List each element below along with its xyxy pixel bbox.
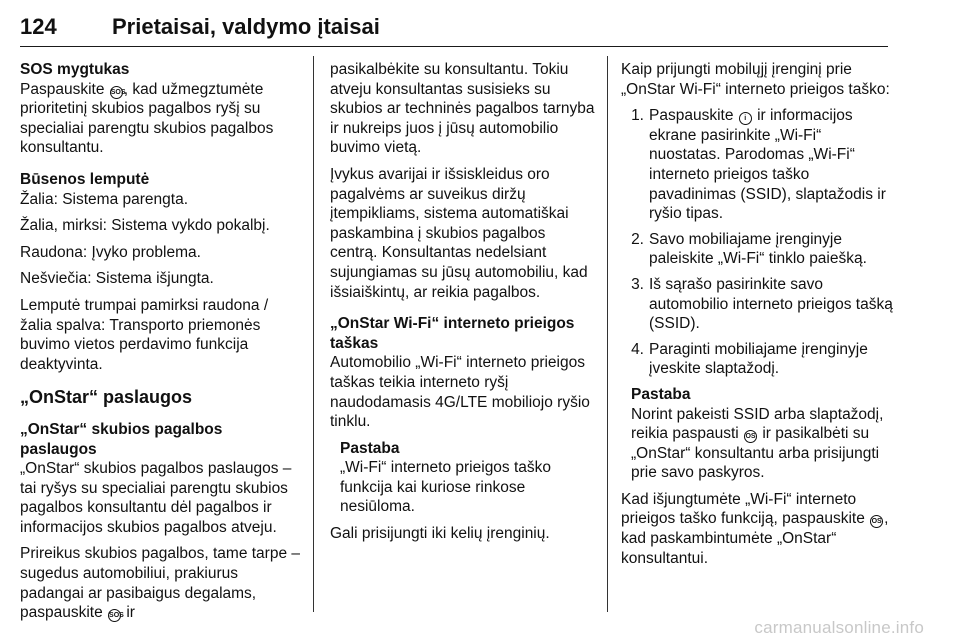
status-green: Žalia: Sistema parengta.	[20, 190, 189, 208]
column-1	[20, 60, 302, 630]
list-item: 3. Iš sąrašo pasirinkite savo automobilio interneto prieigos tašką (SSID).	[631, 275, 893, 333]
note-text: Norint pakeisti SSID arba slaptažodį, reikia paspausti OS ir pasikalbėti su „OnStar“ konsultantu arba prisijungti prie savo paskyros.	[631, 405, 884, 482]
column-2	[330, 60, 596, 551]
column2-paragraph-1: pasikalbėkite su konsultantu. Tokiu atveju konsultantas susisieks su skubios ar techninės pagalbos tarnyba ir nukreips juos į jūsų automobilio buvimo vietą.	[330, 61, 595, 157]
list-item: 1. Paspauskite i ir informacijos ekrane pasirinkite „Wi-Fi“ nuostatas. Parodomas „Wi-Fi“ interneto prieigos taško pavadinimas (SSID), slaptažodis ir ryšio tipas.	[631, 107, 886, 223]
sos-button-icon: SOS	[110, 86, 123, 99]
sos-heading: SOS mygtukas	[20, 61, 130, 78]
column-3	[621, 60, 893, 575]
watermark: carmanualsonline.info	[754, 618, 924, 637]
list-item: 2. Savo mobiliajame įrenginyje paleiskite „Wi-Fi“ tinklo paiešką.	[631, 230, 867, 268]
status-off: Nešviečia: Sistema išjungta.	[20, 270, 214, 288]
note-text: „Wi-Fi“ interneto prieigos taško funkcija kai kuriose rinkose nesiūloma.	[340, 459, 552, 516]
column-divider	[607, 56, 608, 612]
emergency-heading: „OnStar“ skubios pagalbos paslaugos	[20, 420, 223, 458]
emergency-paragraph-2: Prireikus skubios pagalbos, tame tarpe – sugedus automobiliui, prakiurus padangai ar pasibaigus degalams, paspauskite SOS ir	[20, 545, 301, 622]
column3-final-paragraph: Kad išjungtumėte „Wi-Fi“ interneto prieigos taško funkciją, paspauskite OS , kad paskambintumėte „OnStar“ konsultantui.	[621, 490, 889, 567]
column2-paragraph-2: Įvykus avarijai ir išsiskleidus oro pagalvėms ar suveikus diržų įtempikliams, sistema automatiškai paskambina į skubios pagalbos centrą. Konsultantas nedelsiant sujungiamas su jūsų automobiliu, kad išsiaiškintų, ar reikia pagalbos.	[330, 165, 588, 301]
column3-intro: Kaip prijungti mobilųjį įrenginį prie „OnStar Wi-Fi“ interneto prieigos taško:	[621, 61, 890, 98]
status-green-blink: Žalia, mirksi: Sistema vykdo pokalbį.	[20, 217, 270, 235]
status-heading: Būsenos lemputė	[20, 170, 150, 188]
wifi-heading: „OnStar Wi-Fi“ interneto prieigos taškas	[330, 315, 575, 352]
page-header	[20, 8, 888, 47]
column-divider	[313, 56, 314, 612]
note-heading: Pastaba	[631, 385, 691, 403]
note-heading: Pastaba	[340, 439, 400, 457]
onstar-button-icon: OS	[744, 430, 757, 443]
services-heading: „OnStar“ paslaugos	[20, 387, 193, 408]
page-title: Prietaisai, valdymo įtaisai	[112, 14, 380, 39]
info-button-icon: i	[739, 112, 752, 125]
onstar-button-icon: OS	[870, 515, 883, 528]
emergency-paragraph-1: „OnStar“ skubios pagalbos paslaugos – tai ryšys su specialiai parengtu skubios pagalbos konsultantu dėl pagalbos ir informacijos skubios pagalbos atveju.	[20, 460, 292, 536]
wifi-paragraph: Automobilio „Wi-Fi“ interneto prieigos taškas teikia interneto ryšį naudodamasis 4G/LTE mobiliojo ryšio tinklu.	[330, 354, 590, 431]
status-red: Raudona: Įvyko problema.	[20, 243, 201, 261]
note-box	[621, 385, 893, 483]
sos-paragraph: Paspauskite SOS, kad užmegztumėte prioritetinį skubios pagalbos ryšį su specialiai parengtu skubios pagalbos konsultantu.	[20, 80, 274, 157]
note-box	[330, 439, 596, 517]
column2-paragraph-3: Gali prisijungti iki kelių įrenginių.	[330, 525, 550, 543]
status-blink: Lemputė trumpai pamirksi raudona / žalia spalva: Transporto priemonės buvimo vietos perdavimo funkcija deaktyvinta.	[20, 296, 269, 373]
sos-button-icon: SOS	[108, 609, 121, 622]
list-item: 4. Paraginti mobiliajame įrenginyje įveskite slaptažodį.	[631, 340, 868, 378]
steps-list	[621, 106, 893, 379]
page-number: 124	[20, 14, 57, 39]
